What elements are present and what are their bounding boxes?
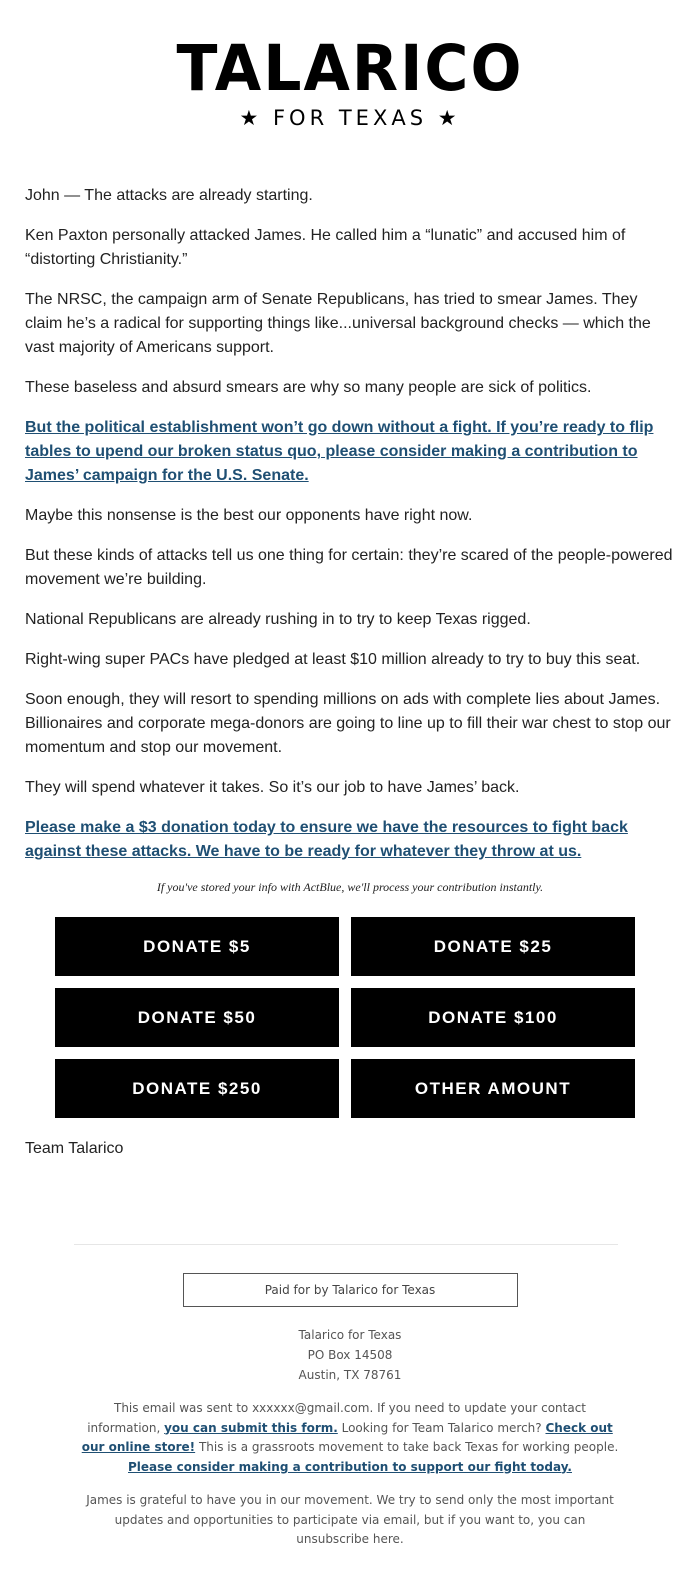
talarico-logo — [0, 0, 700, 148]
donate-button-grid — [0, 917, 700, 1118]
paragraph-ads: Soon enough, they will resort to spending millions on ads with complete lies about James. Billionaires and corporate mega-donors are going to line up to fill their war chest to stop our momentum and stop our movement. — [25, 691, 671, 756]
donate-25-button[interactable]: DONATE $25 — [351, 917, 635, 976]
paragraph-super-pacs: Right-wing super PACs have pledged at least $10 million already to try to buy this seat. — [25, 651, 641, 668]
address-po-box: PO Box 14508 — [307, 1348, 393, 1362]
donate-250-button[interactable]: DONATE $250 — [55, 1059, 339, 1118]
paragraph-smears: These baseless and absurd smears are why so many people are sick of politics. — [25, 379, 592, 396]
address-block — [0, 1325, 700, 1385]
donation-3-link[interactable]: Please make a $3 donation today to ensure we have the resources to fight back against these attacks. We have to be ready for whatever they throw at us. — [25, 819, 628, 860]
address-org: Talarico for Texas — [298, 1328, 402, 1342]
actblue-note: If you've stored your info with ActBlue, we'll process your contribution instantly. — [156, 880, 544, 894]
paragraph-greeting: John — The attacks are already starting. — [25, 187, 313, 204]
donate-50-button[interactable]: DONATE $50 — [55, 988, 339, 1047]
donate-100-button[interactable]: DONATE $100 — [351, 988, 635, 1047]
paragraph-scared: But these kinds of attacks tell us one thing for certain: they’re scared of the people-powered movement we’re building. — [25, 547, 673, 588]
donate-5-button[interactable]: DONATE $5 — [55, 917, 339, 976]
logo-title: TALARICO — [176, 32, 524, 106]
online-store-link[interactable]: Check out our online store! — [81, 1420, 613, 1454]
footer-divider — [74, 1244, 618, 1245]
support-fight-link[interactable]: Please consider making a contribution to support our fight today. — [128, 1459, 572, 1474]
signoff: Team Talarico — [25, 1140, 124, 1157]
footer-note-text-3: This is a grassroots movement to take back Texas for working people. — [195, 1440, 619, 1454]
footer-note-text-2: Looking for Team Talarico merch? — [337, 1420, 546, 1435]
footer-note — [78, 1399, 622, 1477]
footer-unsubscribe-note: James is grateful to have you in our movement. We try to send only the most important updates and opportunities to participate via email, but if you want to, you can unsubscribe here. — [86, 1493, 614, 1546]
paragraph-paxton: Ken Paxton personally attacked James. He called him a “lunatic” and accused him of “distorting Christianity.” — [25, 227, 626, 268]
contribution-link[interactable]: But the political establishment won’t go down without a fight. If you’re ready to flip tables to upend our broken status quo, please consider making a contribution to James’ campaign for the U.S. Senate. — [25, 419, 654, 484]
paid-for-box: Paid for by Talarico for Texas — [183, 1273, 518, 1307]
address-city: Austin, TX 78761 — [298, 1368, 402, 1382]
paragraph-nonsense: Maybe this nonsense is the best our opponents have right now. — [25, 507, 473, 524]
paragraph-nrsc: The NRSC, the campaign arm of Senate Republicans, has tried to smear James. They claim he’s a radical for supporting things like...universal background checks — which the vast majority of Americans support. — [25, 291, 651, 356]
paragraph-whatever-it-takes: They will spend whatever it takes. So it’s our job to have James’ back. — [25, 779, 520, 796]
other-amount-button[interactable]: OTHER AMOUNT — [351, 1059, 635, 1118]
footer-note-text-1: This email was sent to xxxxxx@gmail.com. If you need to update your contact information, — [87, 1401, 586, 1435]
email-body — [0, 184, 700, 864]
paragraph-national-republicans: National Republicans are already rushing in to try to keep Texas rigged. — [25, 611, 531, 628]
update-contact-link[interactable]: you can submit this form. — [164, 1420, 338, 1435]
logo-subtitle: ★ FOR TEXAS ★ — [239, 106, 461, 130]
